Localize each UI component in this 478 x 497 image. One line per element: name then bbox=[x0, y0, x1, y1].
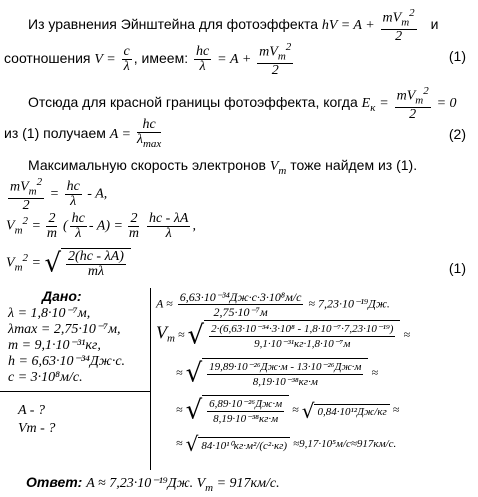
text-and: и bbox=[430, 15, 439, 32]
given-item: λ = 1,8·10⁻⁷м, bbox=[8, 306, 91, 321]
a-frac: $\frac{hc}{\lambda_{max}}$ bbox=[136, 117, 162, 150]
eq-number-1: (1) bbox=[448, 48, 466, 64]
zero: = 0 bbox=[436, 95, 457, 111]
v-frac: $\frac{c}{\lambda}$ bbox=[123, 43, 130, 74]
text-red-limit: Отсюда для красной границы фотоэффекта, когда bbox=[28, 93, 358, 110]
given-list bbox=[8, 306, 125, 386]
line-3 bbox=[28, 84, 457, 122]
text-we-have: , имеем: bbox=[133, 49, 189, 66]
solution-v1: $V_m$ ≈ √ $\frac{\text{2·(6,63·10⁻³⁴·3·10⁸ - 1,8·10⁻⁷·7,23·10⁻¹⁹)}}{\text{9,1·10⁻³¹кг·1,8·10⁻⁷м}}$ ≈ bbox=[156, 320, 411, 351]
eq-number-1b: (1) bbox=[448, 260, 466, 276]
v-lhs: V = bbox=[94, 51, 116, 67]
text-we-get: из (1) получаем bbox=[4, 125, 106, 142]
answer-line bbox=[26, 474, 280, 494]
equation-kinetic: $\frac{mV_m^2}{2}$ = $\frac{hc}{\lambda}$ - A, bbox=[10, 176, 108, 214]
given-vertical-divider bbox=[150, 288, 151, 470]
given-title: Дано: bbox=[42, 288, 82, 304]
text-relation: соотношения bbox=[4, 49, 91, 66]
line-4 bbox=[4, 118, 466, 151]
eq-sign: = bbox=[379, 95, 389, 111]
line-1 bbox=[28, 6, 438, 44]
line-2 bbox=[4, 40, 466, 78]
equation-vm: $V_m^2$ = √ $\frac{2(hc - \lambda A)}{m\lambda}$ (1) bbox=[6, 248, 466, 279]
solution-v4: ≈ √ 84·10¹⁰кг·м²/(c²·кг) ≈9,17·10⁵м/с≈917км/с. bbox=[176, 432, 397, 456]
text-max-speed: Максимальную скорость электронов bbox=[28, 157, 266, 173]
ek-symbol: $E_к$ bbox=[361, 95, 376, 114]
vm-symbol: $V_m$ bbox=[269, 159, 287, 177]
find-list bbox=[18, 402, 55, 438]
given-divider bbox=[0, 391, 150, 392]
a-lhs: A = bbox=[109, 127, 131, 143]
text-einstein: Из уравнения Эйнштейна для фотоэффекта bbox=[28, 15, 319, 32]
hc-frac: $\frac{hc}{\lambda}$ bbox=[195, 43, 210, 74]
line-5 bbox=[28, 157, 417, 177]
text-find: тоже найдем из (1). bbox=[290, 157, 418, 173]
eq-rhs: = A + bbox=[217, 51, 252, 67]
answer-label: Ответ: bbox=[26, 474, 83, 490]
einstein-frac: $\frac{mV_m^2}{2}$ bbox=[382, 7, 415, 45]
given-item: m = 9,1·10⁻³¹кг, bbox=[8, 338, 101, 353]
given-block bbox=[0, 288, 150, 470]
find-item: A - ? bbox=[18, 403, 45, 418]
given-item: h = 6,63·10⁻³⁴Дж·с. bbox=[8, 354, 126, 369]
equation-v-squared: $V_m^2$ = $\frac{2}{m}$ ( $\frac{hc}{\lambda}$ - A) = $\frac{2}{m}$ $\frac{hc - \lambda A}{\lambda}$ , bbox=[6, 211, 196, 241]
solution-v2: ≈ √ $\frac{\text{19,89·10⁻²⁶Дж·м - 13·10⁻²⁶Дж·м}}{\text{8,19·10⁻³⁸кг·м}}$ ≈ bbox=[176, 358, 379, 389]
kinetic-frac: $\frac{mV_m^2}{2}$ bbox=[259, 41, 292, 79]
solution-v3: ≈ √ $\frac{\text{6,89·10⁻²⁶Дж·м}}{\text{8,19·10⁻³⁸кг·м}}$ ≈ √ 0,84·10¹²Дж/кг ≈ bbox=[176, 395, 400, 426]
given-item: c = 3·10⁸м/с. bbox=[8, 370, 83, 385]
einstein-lhs: hV = A + bbox=[321, 17, 375, 33]
eq-number-2: (2) bbox=[448, 126, 466, 142]
ek-frac: $\frac{mV_m^2}{2}$ bbox=[396, 85, 429, 123]
given-item: λmax = 2,75·10⁻⁷м, bbox=[8, 322, 121, 337]
solution-a: A ≈ $\frac{\text{6,63·10⁻³⁴Дж·с·3·10⁸м/с}}{\text{2,75·10⁻⁷м}}$ ≈ 7,23·10⁻¹⁹Дж. bbox=[156, 290, 390, 319]
answer-text: A ≈ 7,23·10⁻¹⁹Дж. $V_m = 917км/с$. bbox=[86, 476, 280, 494]
find-item: Vm - ? bbox=[18, 421, 56, 436]
